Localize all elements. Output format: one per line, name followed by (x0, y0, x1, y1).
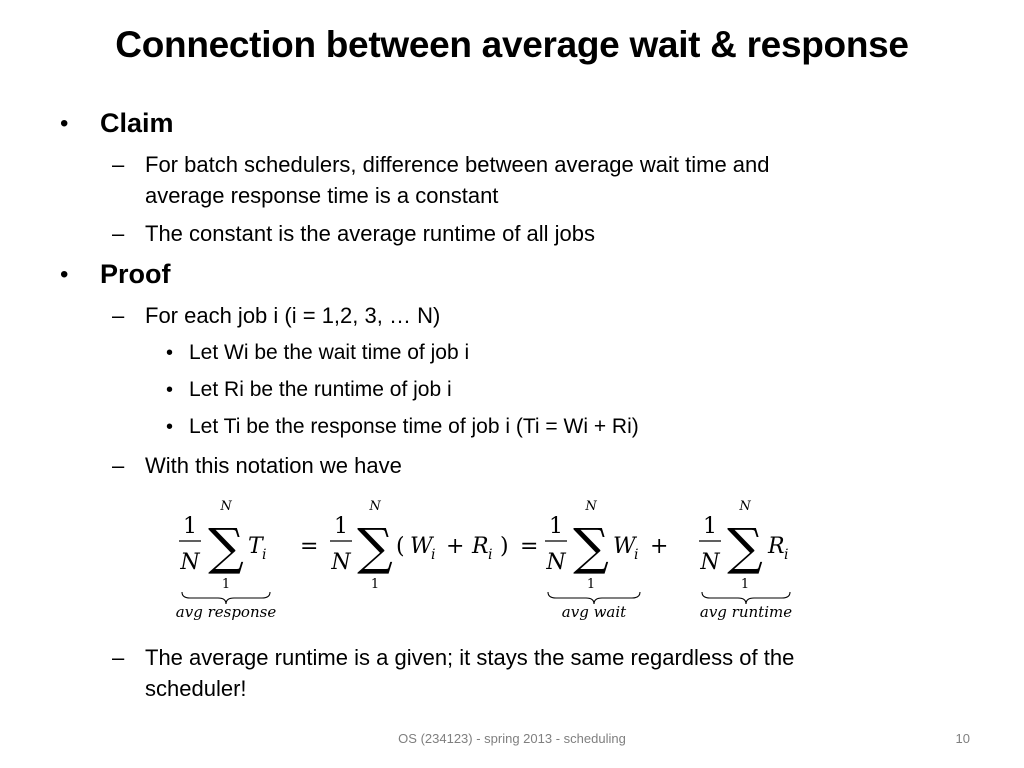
sum-lower-limit: 1 (370, 577, 380, 592)
equals-sign: = (520, 534, 539, 559)
slide-title: Connection between average wait & response (115, 24, 909, 65)
equation (150, 492, 830, 622)
label-avg-runtime: avg runtime (699, 603, 793, 621)
claim-item-1: For batch schedulers, difference between average wait time and (145, 152, 770, 177)
dash-marker: – (112, 221, 125, 246)
fraction-denominator: N (180, 550, 200, 575)
sum-symbol: ∑ (208, 518, 244, 576)
left-paren: ( (396, 534, 405, 559)
proof-subitem-wait: Let Wi be the wait time of job i (189, 341, 470, 364)
subscript-i: i (634, 547, 639, 563)
bullet-claim: Claim (100, 108, 174, 138)
fraction-denominator: N (546, 550, 566, 575)
bullet-marker: • (60, 261, 69, 288)
dash-marker: – (112, 152, 125, 177)
fraction-numerator: 1 (549, 514, 563, 539)
var-W: W (613, 534, 636, 559)
subscript-i: i (488, 547, 493, 563)
sub-bullet-marker: • (166, 379, 174, 401)
fraction-denominator: N (331, 550, 351, 575)
proof-subitem-runtime: Let Ri be the runtime of job i (189, 378, 452, 401)
proof-item-3: The average runtime is a given; it stays the same regardless of the (145, 645, 795, 670)
dash-marker: – (112, 453, 125, 478)
sum-lower-limit: 1 (586, 577, 596, 592)
sub-bullet-marker: • (166, 342, 174, 364)
claim-item-1-continued: average response time is a constant (145, 183, 499, 208)
sum-symbol: ∑ (727, 518, 763, 576)
dash-marker: – (112, 303, 125, 328)
page-number: 10 (955, 731, 970, 746)
sum-symbol: ∑ (357, 518, 393, 576)
equals-sign: = (300, 534, 319, 559)
sum-upper-limit: N (369, 499, 381, 514)
fraction-denominator: N (700, 550, 720, 575)
slide-footer: OS (234123) - spring 2013 - scheduling (398, 731, 626, 746)
sum-upper-limit: N (220, 499, 232, 514)
sub-bullet-marker: • (166, 416, 174, 438)
subscript-i: i (262, 547, 267, 563)
claim-item-2: The constant is the average runtime of all jobs (145, 221, 596, 246)
var-R: R (768, 534, 785, 559)
fraction-numerator: 1 (183, 514, 197, 539)
sum-lower-limit: 1 (740, 577, 750, 592)
bullet-proof: Proof (100, 259, 171, 289)
label-avg-wait: avg wait (561, 603, 627, 621)
plus-sign: + (446, 534, 465, 559)
subscript-i: i (431, 547, 436, 563)
proof-item-1: For each job i (i = 1,2, 3, … N) (145, 303, 441, 328)
right-paren: ) (500, 534, 509, 559)
subscript-i: i (784, 547, 789, 563)
proof-item-2: With this notation we have (145, 453, 402, 478)
fraction-numerator: 1 (703, 514, 717, 539)
sum-symbol: ∑ (573, 518, 609, 576)
proof-subitem-response: Let Ti be the response time of job i (Ti = Wi + Ri) (189, 415, 639, 438)
sum-upper-limit: N (585, 499, 597, 514)
dash-marker: – (112, 645, 125, 670)
fraction-numerator: 1 (334, 514, 348, 539)
sum-upper-limit: N (739, 499, 751, 514)
var-T: T (248, 534, 263, 559)
sum-lower-limit: 1 (221, 577, 231, 592)
proof-item-3-continued: scheduler! (145, 676, 247, 701)
bullet-marker: • (60, 110, 69, 137)
label-avg-response: avg response (175, 603, 277, 621)
var-R: R (472, 534, 489, 559)
var-W: W (410, 534, 433, 559)
plus-sign: + (650, 534, 669, 559)
